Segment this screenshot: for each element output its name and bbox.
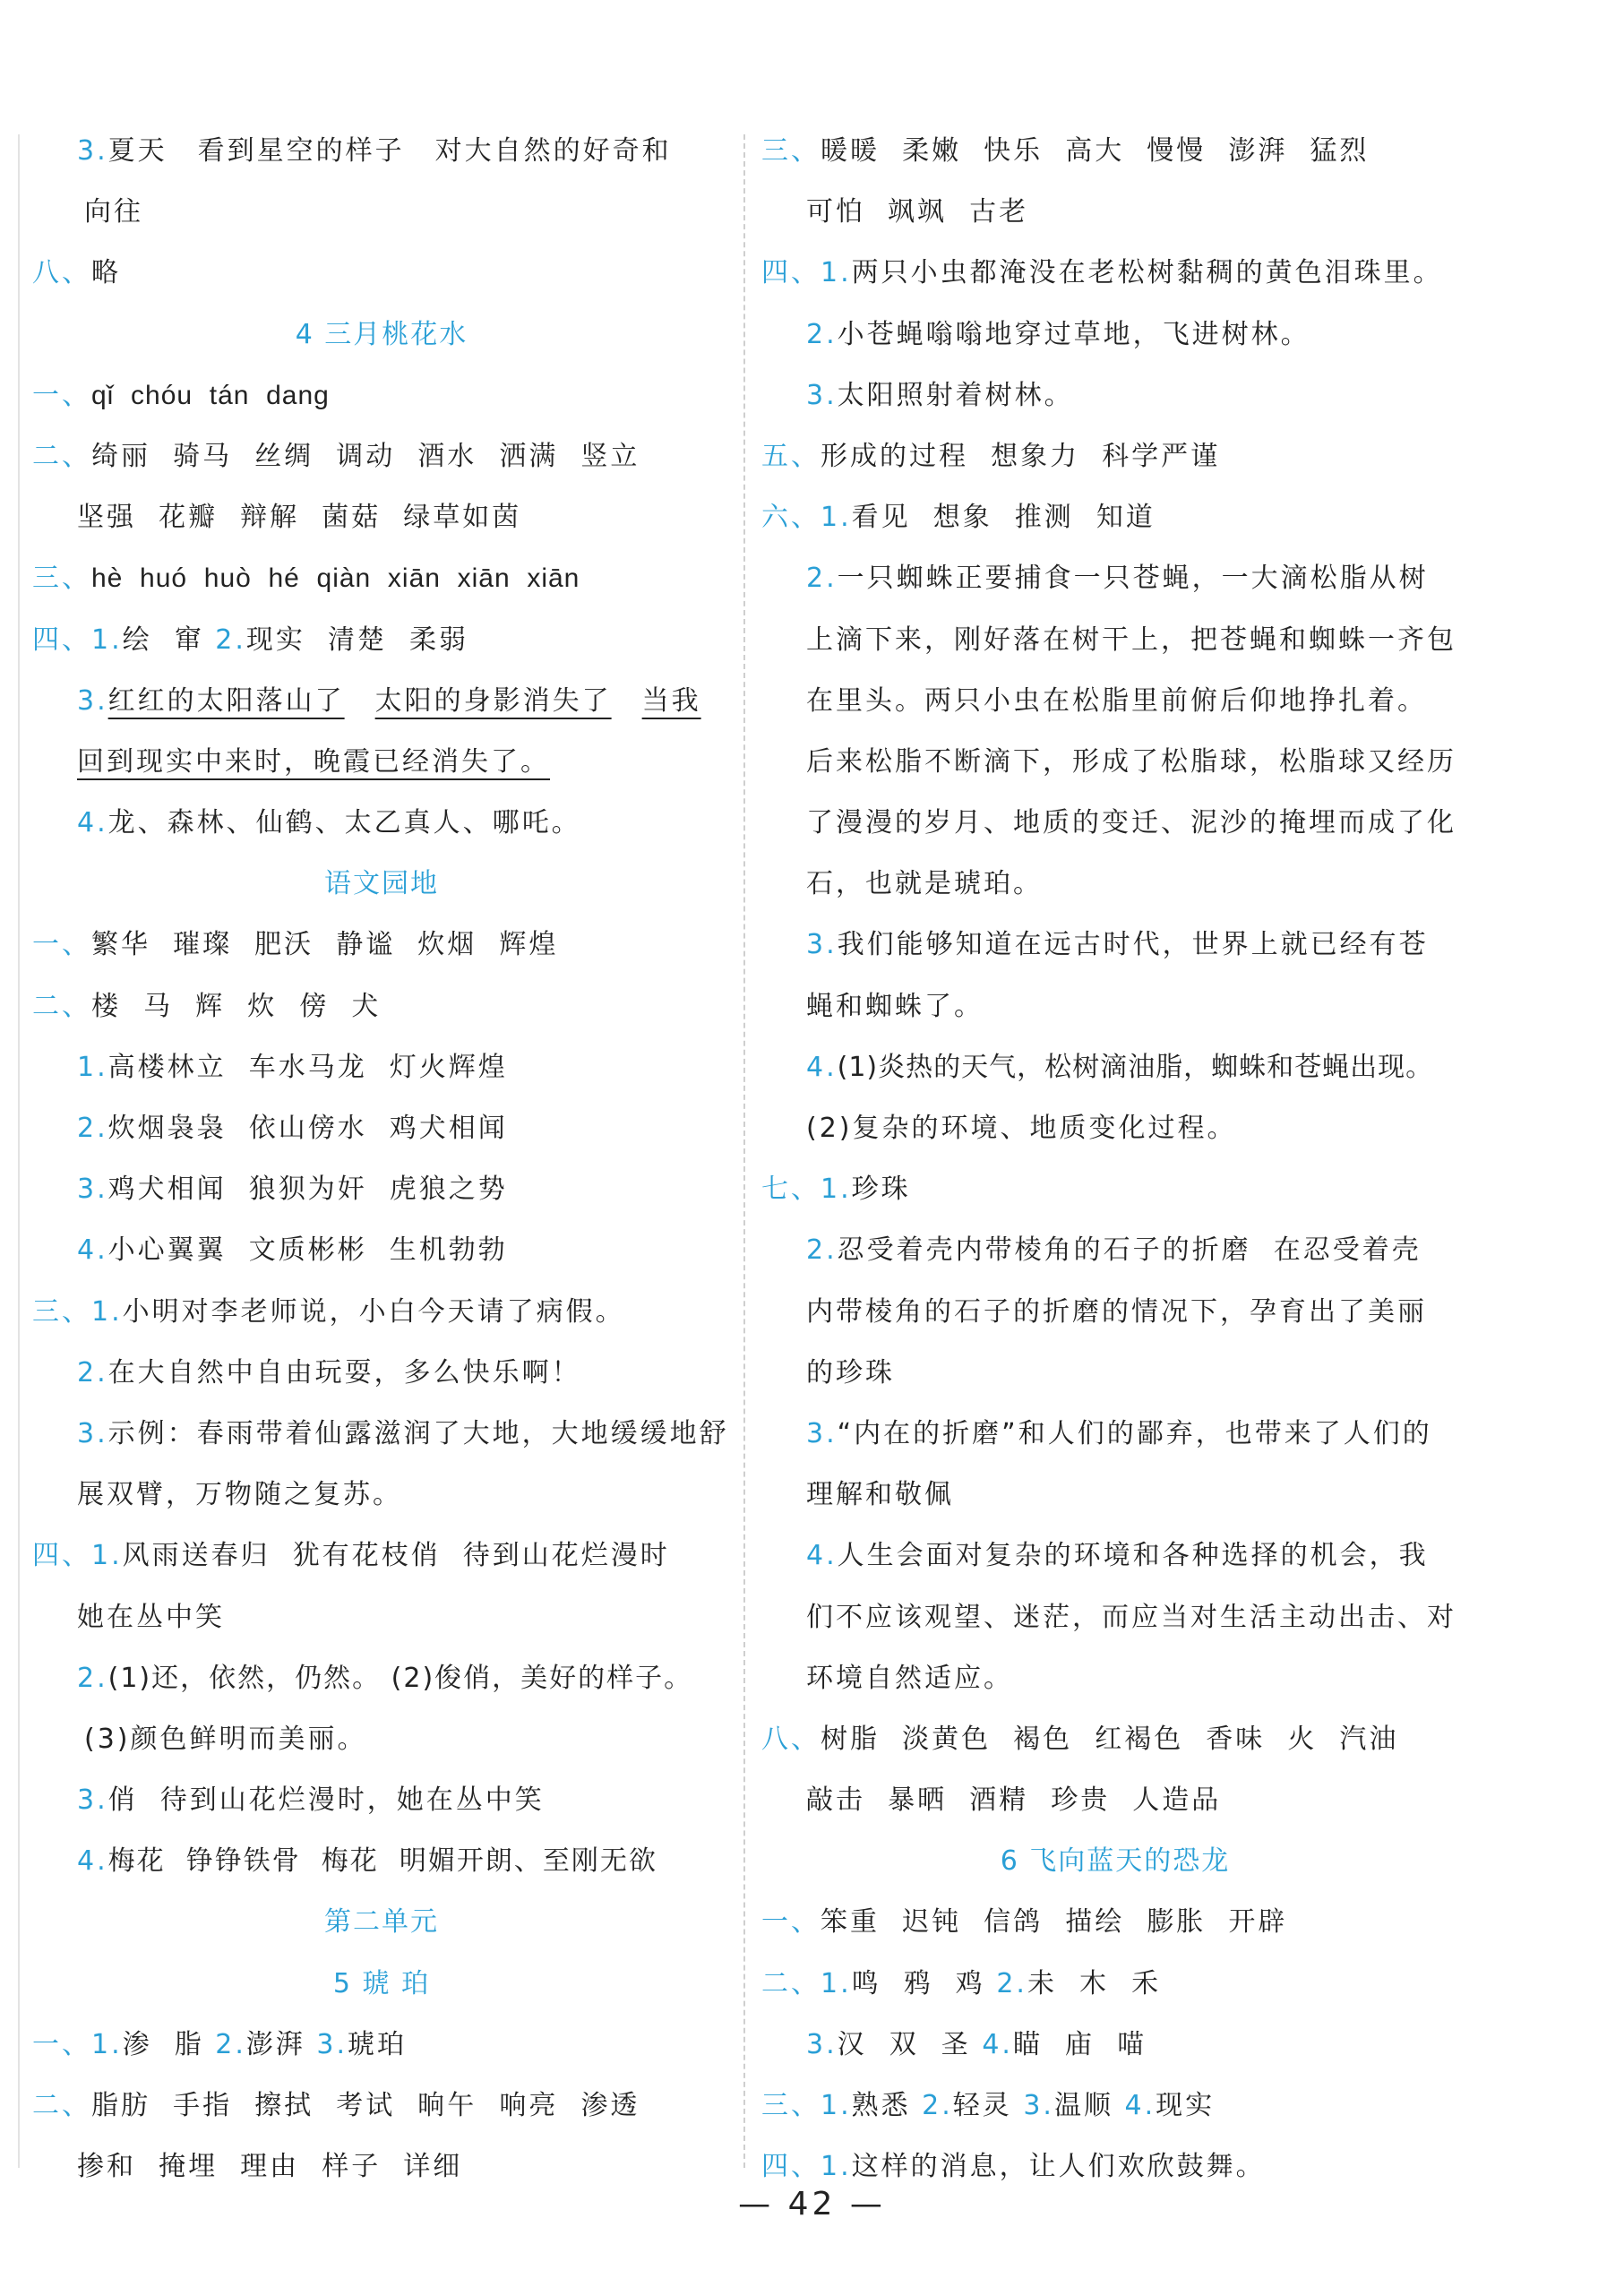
answer-line: 3.红红的太阳落山了 太阳的身影消失了 当我 [77, 684, 701, 717]
left-column [32, 121, 731, 2197]
answer-line: 上滴下来，刚好落在树干上，把苍蝇和蜘蛛一齐包 [806, 623, 1456, 656]
answer-line: 2.在大自然中自由玩耍，多么快乐啊！ [77, 1356, 581, 1389]
answer-line: 可怕 飒飒 古老 [806, 196, 1029, 228]
answer-line: 三、1.小明对李老师说，小白今天请了病假。 [32, 1295, 625, 1328]
column-divider [743, 134, 745, 2168]
lesson-title: 5 琥 珀 [332, 1967, 431, 1999]
answer-line: 七、1.珍珠 [761, 1174, 911, 1206]
answer-line: 3.俏 待到山花烂漫时，她在丛中笑 [77, 1784, 545, 1817]
answer-line: 二、绮丽 骑马 丝绸 调动 酒水 洒满 竖立 [32, 440, 640, 472]
answer-line: 的珍珠 [806, 1356, 895, 1389]
answer-line: 一、繁华 璀璨 肥沃 静谧 炊烟 辉煌 [32, 929, 559, 961]
answer-line: 3.“内在的折磨”和人们的鄙弃，也带来了人们的 [806, 1417, 1432, 1449]
answer-line: 3.鸡犬相闻 狼狈为奸 虎狼之势 [77, 1174, 508, 1206]
answer-line: 四、1.绘 窜 2.现实 清楚 柔弱 [32, 623, 469, 656]
answer-line: 3.汉 双 圣 4.瞄 庙 喵 [806, 2028, 1147, 2060]
section-title: 语文园地 [324, 868, 439, 900]
answer-line: 3.示例：春雨带着仙露滋润了大地，大地缓缓地舒 [77, 1417, 729, 1449]
answer-line: 们不应该观望、迷茫，而应当对生活主动出击、对 [806, 1601, 1456, 1633]
answer-line: 4.(1)炎热的天气，松树滴油脂，蜘蛛和苍蝇出现。 [806, 1051, 1434, 1083]
answer-line: 了漫漫的岁月、地质的变迁、泥沙的掩埋而成了化 [806, 807, 1456, 839]
answer-line: (3)颜色鲜明而美丽。 [84, 1723, 367, 1755]
answer-line: 坚强 花瓣 辩解 菌菇 绿草如茵 [77, 502, 522, 534]
right-column [761, 121, 1469, 2197]
answer-line: 2.一只蜘蛛正要捕食一只苍蝇，一大滴松脂从树 [806, 563, 1429, 595]
answer-line: 3.夏天 看到星空的样子 对大自然的好奇和 [77, 135, 672, 167]
unit-title: 第二单元 [324, 1906, 439, 1939]
answer-line: 展双臂，万物随之复苏。 [77, 1479, 402, 1511]
answer-line: 敲击 暴晒 酒精 珍贵 人造品 [806, 1784, 1222, 1817]
answer-line: 一、qǐ chóu tán dang [32, 379, 330, 411]
answer-line: 在里头。两只小虫在松脂里前俯后仰地挣扎着。 [806, 684, 1427, 717]
answer-line: 蝇和蜘蛛了。 [806, 990, 984, 1022]
answer-line: 内带棱角的石子的折磨的情况下，孕育出了美丽 [806, 1295, 1427, 1328]
left-margin-rule [18, 134, 20, 2168]
page-number: — 42 — [738, 2186, 886, 2223]
answer-line: 六、1.看见 想象 推测 知道 [761, 502, 1156, 534]
answer-line: 2.炊烟袅袅 依山傍水 鸡犬相闻 [77, 1113, 508, 1144]
answer-line: 3.太阳照射着树林。 [806, 379, 1074, 411]
answer-line: 2.小苍蝇嗡嗡地穿过草地，飞进树林。 [806, 318, 1310, 350]
answer-line: 掺和 掩埋 理由 样子 详细 [77, 2151, 463, 2183]
answer-line: 4.人生会面对复杂的环境和各种选择的机会，我 [806, 1540, 1429, 1572]
answer-line: 八、略 [32, 257, 121, 289]
answer-line: 4.小心翼翼 文质彬彬 生机勃勃 [77, 1234, 508, 1267]
answer-line: 回到现实中来时，晚霞已经消失了。 [77, 745, 550, 778]
answer-line: 4.龙、森林、仙鹤、太乙真人、哪吒。 [77, 807, 581, 839]
answer-line: 四、1.两只小虫都淹没在老松树黏稠的黄色泪珠里。 [761, 257, 1443, 289]
answer-line: 五、形成的过程 想象力 科学严谨 [761, 440, 1221, 472]
answer-line: 一、1.渗 脂 2.澎湃 3.琥珀 [32, 2028, 408, 2060]
answer-line: 八、树脂 淡黄色 褐色 红褐色 香味 火 汽油 [761, 1723, 1399, 1755]
answer-line: 四、1.风雨送春归 犹有花枝俏 待到山花烂漫时 [32, 1540, 670, 1572]
answer-line: 后来松脂不断滴下，形成了松脂球，松脂球又经历 [806, 745, 1456, 778]
answer-line: 理解和敬佩 [806, 1479, 954, 1511]
answer-line: 4.梅花 铮铮铁骨 梅花 明媚开朗、至刚无欲 [77, 1845, 657, 1878]
answer-line: 向往 [84, 196, 143, 228]
answer-line: 四、1.这样的消息，让人们欢欣鼓舞。 [761, 2151, 1266, 2183]
answer-line: 环境自然适应。 [806, 1662, 1013, 1694]
lesson-title: 6 飞向蓝天的恐龙 [1000, 1845, 1231, 1878]
answer-line: 一、笨重 迟钝 信鸽 描绘 膨胀 开辟 [761, 1906, 1288, 1939]
answer-line: 2.忍受着壳内带棱角的石子的折磨 在忍受着壳 [806, 1234, 1422, 1267]
answer-line: 三、hè huó huò hé qiàn xiān xiān xiān [32, 563, 580, 595]
answer-line: (2)复杂的环境、地质变化过程。 [806, 1113, 1237, 1144]
answer-line: 她在丛中笑 [77, 1601, 225, 1633]
answer-line: 石，也就是琥珀。 [806, 868, 1043, 900]
answer-line: 三、暖暖 柔嫩 快乐 高大 慢慢 澎湃 猛烈 [761, 135, 1370, 167]
answer-line: 2.(1)还，依然，仍然。 (2)俊俏，美好的样子。 [77, 1662, 693, 1694]
answer-line: 三、1.熟悉 2.轻灵 3.温顺 4.现实 [761, 2090, 1216, 2121]
answer-line: 3.我们能够知道在远古时代，世界上就已经有苍 [806, 929, 1429, 961]
answer-line: 二、1.鸣 鸦 鸡 2.未 木 禾 [761, 1967, 1162, 1999]
answer-line: 二、脂肪 手指 擦拭 考试 晌午 响亮 渗透 [32, 2090, 640, 2121]
lesson-title: 4 三月桃花水 [295, 318, 468, 350]
answer-line: 1.高楼林立 车水马龙 灯火辉煌 [77, 1051, 508, 1083]
answer-line: 二、楼 马 辉 炊 傍 犬 [32, 990, 382, 1022]
